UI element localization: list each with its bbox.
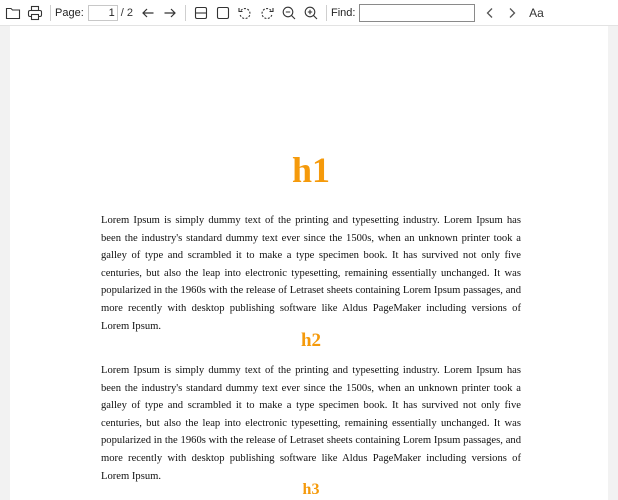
toolbar-separator bbox=[326, 5, 327, 21]
fit-width-icon[interactable] bbox=[190, 2, 212, 24]
rotate-right-icon[interactable] bbox=[256, 2, 278, 24]
page-label: Page: bbox=[55, 6, 84, 19]
page-total: / 2 bbox=[120, 6, 133, 19]
fit-page-icon[interactable] bbox=[212, 2, 234, 24]
zoom-in-icon[interactable] bbox=[300, 2, 322, 24]
print-icon[interactable] bbox=[24, 2, 46, 24]
heading-h3: h3 bbox=[302, 481, 320, 498]
document-page bbox=[10, 26, 608, 500]
toolbar-separator bbox=[185, 5, 186, 21]
toolbar-separator bbox=[50, 5, 51, 21]
find-previous-icon[interactable] bbox=[479, 2, 501, 24]
find-label: Find: bbox=[330, 6, 356, 19]
previous-page-icon[interactable] bbox=[137, 2, 159, 24]
page-number-input[interactable] bbox=[88, 5, 118, 21]
find-input[interactable] bbox=[359, 4, 475, 22]
zoom-out-icon[interactable] bbox=[278, 2, 300, 24]
paragraph: Lorem Ipsum is simply dummy text of the printing and typesetting industry. Lorem Ipsum has been the industry's standard dummy text ever since the 1500s, when an unknown printer took a galley of type and scrambled it to make a type specimen book. It has survived not only five centuries, but also the leap into electronic typesetting, remaining essentially unchanged. It was popularized in the 1960s with the release of Letraset sheets containing Lorem Ipsum passages, and more recently with desktop publishing software like Aldus PageMaker including versions of Lorem Ipsum. bbox=[101, 365, 521, 482]
next-page-icon[interactable] bbox=[159, 2, 181, 24]
heading-h2: h2 bbox=[300, 330, 322, 351]
viewer-toolbar bbox=[0, 0, 618, 26]
open-folder-icon[interactable] bbox=[2, 2, 24, 24]
find-next-icon[interactable] bbox=[501, 2, 523, 24]
rotate-left-icon[interactable] bbox=[234, 2, 256, 24]
heading-h1: h1 bbox=[291, 150, 331, 190]
match-case-label: Aa bbox=[529, 5, 544, 20]
paragraph: Lorem Ipsum is simply dummy text of the printing and typesetting industry. Lorem Ipsum has been the industry's standard dummy text ever since the 1500s, when an unknown printer took a galley of type and scrambled it to make a type specimen book. It has survived not only five centuries, but also the leap into electronic typesetting, remaining essentially unchanged. It was popularized in the 1960s with the release of Letraset sheets containing Lorem Ipsum passages, and more recently with desktop publishing software like Aldus PageMaker including versions of Lorem Ipsum. bbox=[101, 215, 521, 332]
match-case-button[interactable] bbox=[525, 2, 547, 24]
